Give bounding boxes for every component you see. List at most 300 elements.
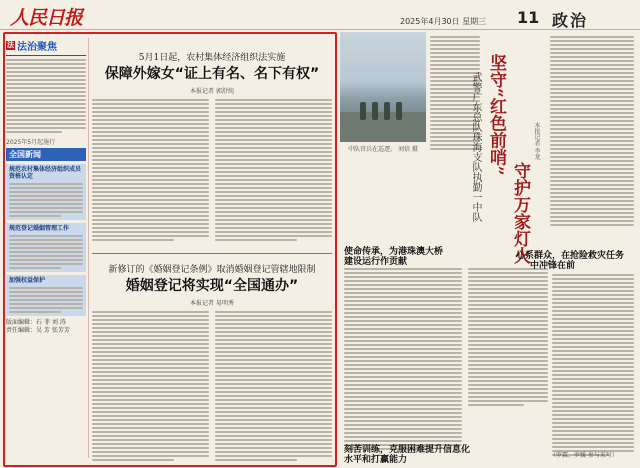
- text-line: [9, 299, 83, 301]
- text-line: [552, 346, 634, 348]
- text-line: [215, 203, 332, 205]
- text-line: [468, 288, 548, 290]
- text-line: [9, 307, 83, 309]
- text-line: [550, 180, 634, 182]
- text-line: [6, 91, 86, 93]
- text-line: [92, 343, 209, 345]
- page-number: 11: [517, 8, 540, 27]
- text-line: [92, 319, 209, 321]
- text-line: [215, 207, 332, 209]
- text-line: [550, 216, 634, 218]
- neighbour-article: [340, 32, 636, 468]
- text-line: [6, 127, 86, 129]
- text-line: [9, 211, 83, 213]
- text-line: [468, 332, 548, 334]
- text-line: [215, 359, 332, 361]
- text-line: [92, 375, 209, 377]
- text-line: [9, 191, 83, 193]
- text-line: [468, 372, 548, 374]
- text-line: [550, 128, 634, 130]
- text-line: [552, 314, 634, 316]
- text-line: [215, 443, 332, 445]
- text-line: [215, 455, 332, 457]
- text-line: [92, 407, 209, 409]
- text-line: [215, 215, 332, 217]
- sidebar-panel: [6, 275, 86, 316]
- section-tag: [6, 38, 86, 53]
- text-line: [550, 36, 634, 38]
- text-line: [344, 300, 462, 302]
- text-line: [215, 171, 332, 173]
- text-line: [215, 415, 332, 417]
- text-line: [92, 219, 209, 221]
- text-line: [215, 399, 332, 401]
- text-line: [550, 220, 634, 222]
- text-line: [9, 235, 83, 237]
- text-line: [552, 430, 634, 432]
- text-line: [552, 394, 634, 396]
- text-line: [468, 324, 548, 326]
- text-line: [468, 316, 548, 318]
- text-line: [552, 374, 634, 376]
- text-line: [552, 294, 634, 296]
- text-line: [6, 131, 62, 133]
- text-line: [9, 255, 83, 257]
- text-line: [344, 392, 462, 394]
- text-line: [215, 231, 332, 233]
- text-line: [550, 116, 634, 118]
- text-line: [344, 412, 462, 414]
- text-line: [9, 295, 83, 297]
- text-line: [215, 387, 332, 389]
- text-line: [552, 350, 634, 352]
- text-line: [550, 196, 634, 198]
- text-line: [9, 203, 83, 205]
- text-line: [92, 155, 209, 157]
- text-line: [92, 231, 209, 233]
- text-line: [552, 326, 634, 328]
- article-body: [92, 311, 332, 461]
- sidebar-panel: [6, 223, 86, 272]
- text-line: [344, 288, 462, 290]
- text-line: [550, 156, 634, 158]
- text-line: [468, 404, 524, 406]
- text-line: [468, 320, 548, 322]
- text-line: [9, 183, 83, 185]
- text-line: [552, 398, 634, 400]
- text-line: [430, 48, 480, 50]
- text-line: [6, 107, 86, 109]
- vertical-subtitle: 武警广东总队珠海支队执勤一中队: [470, 72, 481, 222]
- text-line: [550, 60, 634, 62]
- right-body-mid: [344, 268, 462, 450]
- text-line: [552, 422, 634, 424]
- text-line: [550, 56, 634, 58]
- text-line: [92, 131, 209, 133]
- text-line: [468, 280, 548, 282]
- text-line: [552, 446, 634, 448]
- text-line: [215, 403, 332, 405]
- text-line: [550, 112, 634, 114]
- text-line: [468, 336, 548, 338]
- text-line: [92, 119, 209, 121]
- text-line: [344, 316, 462, 318]
- text-line: [215, 135, 332, 137]
- text-line: [468, 384, 548, 386]
- text-line: [92, 355, 209, 357]
- text-line: [215, 123, 332, 125]
- text-line: [92, 367, 209, 369]
- text-line: [552, 426, 634, 428]
- text-line: [550, 76, 634, 78]
- text-line: [92, 239, 174, 241]
- text-line: [9, 303, 83, 305]
- text-line: [550, 136, 634, 138]
- text-line: [215, 351, 332, 353]
- text-line: [552, 438, 634, 440]
- text-line: [550, 108, 634, 110]
- text-line: [344, 328, 462, 330]
- text-line: [550, 200, 634, 202]
- text-line: [552, 378, 634, 380]
- issue-date: 2025年4月30日 星期三: [400, 17, 487, 26]
- text-line: [6, 87, 86, 89]
- text-line: [92, 399, 209, 401]
- text-line: [550, 68, 634, 70]
- text-line: [215, 347, 332, 349]
- text-line: [552, 330, 634, 332]
- text-line: [344, 400, 462, 402]
- text-line: [92, 391, 209, 393]
- text-line: [9, 251, 83, 253]
- text-line: [550, 100, 634, 102]
- text-line: [552, 390, 634, 392]
- text-line: [344, 360, 462, 362]
- text-line: [468, 396, 548, 398]
- text-line: [552, 418, 634, 420]
- text-line: [552, 386, 634, 388]
- text-line: [215, 335, 332, 337]
- text-line: [552, 366, 634, 368]
- sidebar-panel: [6, 164, 86, 220]
- text-line: [92, 199, 209, 201]
- text-line: [344, 268, 462, 270]
- subhead-1: 使命传承，为港珠澳大桥: [344, 247, 444, 257]
- text-line: [92, 151, 209, 153]
- text-line: [92, 147, 209, 149]
- text-line: [552, 370, 634, 372]
- text-line: [9, 195, 83, 197]
- text-line: [215, 223, 332, 225]
- text-line: [215, 311, 332, 313]
- text-line: [552, 322, 634, 324]
- text-line: [468, 272, 548, 274]
- text-line: [92, 311, 209, 313]
- text-line: [344, 380, 462, 382]
- text-line: [9, 187, 83, 189]
- text-line: [552, 334, 634, 336]
- text-line: [215, 195, 332, 197]
- vertical-headline-1: 坚守“红色前哨”: [486, 54, 506, 176]
- text-line: [215, 431, 332, 433]
- subhead-3: 心系群众，在抢险救灾任务: [516, 251, 625, 261]
- subhead-1b: 建设运行作贡献: [344, 257, 408, 267]
- text-line: [6, 123, 86, 125]
- text-line: [215, 319, 332, 321]
- text-line: [344, 420, 462, 422]
- text-line: [6, 119, 86, 121]
- text-line: [215, 211, 332, 213]
- text-line: [468, 360, 548, 362]
- text-line: [92, 347, 209, 349]
- text-line: [550, 64, 634, 66]
- text-line: [92, 443, 209, 445]
- masthead: [0, 0, 640, 30]
- text-line: [92, 327, 209, 329]
- text-line: [6, 95, 86, 97]
- text-line: [6, 75, 86, 77]
- text-line: [92, 235, 209, 237]
- text-line: [552, 286, 634, 288]
- text-line: [6, 67, 86, 69]
- text-line: [552, 406, 634, 408]
- text-line: [550, 172, 634, 174]
- text-line: [92, 139, 209, 141]
- signoff: （罗霖、罗媛 参与采写）: [550, 452, 618, 459]
- text-line: [468, 284, 548, 286]
- text-line: [550, 212, 634, 214]
- text-line: [9, 243, 83, 245]
- text-line: [92, 143, 209, 145]
- text-line: [344, 408, 462, 410]
- text-line: [344, 388, 462, 390]
- text-line: [92, 179, 209, 181]
- text-line: [92, 123, 209, 125]
- text-line: [9, 259, 83, 261]
- text-line: [215, 119, 332, 121]
- text-line: [215, 227, 332, 229]
- text-line: [468, 388, 548, 390]
- text-line: [468, 364, 548, 366]
- text-line: [215, 239, 297, 241]
- subhead-3b: 中冲锋在前: [530, 261, 576, 271]
- text-line: [344, 336, 462, 338]
- text-line: [92, 359, 209, 361]
- text-line: [550, 96, 634, 98]
- text-line: [550, 48, 634, 50]
- text-line: [468, 376, 548, 378]
- text-line: [468, 328, 548, 330]
- text-line: [215, 127, 332, 129]
- text-line: [552, 310, 634, 312]
- text-line: [6, 63, 86, 65]
- text-line: [215, 155, 332, 157]
- text-line: [344, 404, 462, 406]
- right-body-mid2: [468, 268, 548, 406]
- text-line: [6, 59, 86, 61]
- text-line: [215, 179, 332, 181]
- text-line: [550, 84, 634, 86]
- text-line: [92, 459, 174, 461]
- text-line: [215, 191, 332, 193]
- text-line: [9, 287, 83, 289]
- text-line: [9, 263, 83, 265]
- text-line: [430, 60, 480, 62]
- text-line: [215, 411, 332, 413]
- text-line: [215, 419, 332, 421]
- text-line: [552, 318, 634, 320]
- text-line: [215, 371, 332, 373]
- text-line: [344, 368, 462, 370]
- text-line: [552, 410, 634, 412]
- text-line: [92, 211, 209, 213]
- text-line: [92, 363, 209, 365]
- text-line: [9, 199, 83, 201]
- text-line: [215, 395, 332, 397]
- text-line: [92, 167, 209, 169]
- text-line: [550, 188, 634, 190]
- text-line: [468, 368, 548, 370]
- text-line: [6, 71, 86, 73]
- text-line: [468, 304, 548, 306]
- photo-credit: 刘信 摄: [398, 146, 418, 153]
- text-line: [430, 36, 480, 38]
- text-line: [344, 432, 462, 434]
- text-line: [92, 323, 209, 325]
- text-line: [215, 407, 332, 409]
- text-line: [550, 176, 634, 178]
- text-line: [550, 152, 634, 154]
- text-line: [92, 315, 209, 317]
- right-body-col: [550, 36, 634, 226]
- text-line: [215, 451, 332, 453]
- text-line: [344, 348, 462, 350]
- text-line: [215, 115, 332, 117]
- text-line: [92, 415, 209, 417]
- text-line: [215, 235, 332, 237]
- text-line: [215, 459, 297, 461]
- text-line: [344, 416, 462, 418]
- text-line: [550, 224, 634, 226]
- text-line: [215, 199, 332, 201]
- text-line: [215, 363, 332, 365]
- text-line: [92, 371, 209, 373]
- law-icon: 法: [7, 41, 14, 49]
- text-line: [92, 115, 209, 117]
- text-line: [550, 132, 634, 134]
- text-line: [215, 151, 332, 153]
- text-line: [550, 148, 634, 150]
- text-line: [92, 451, 209, 453]
- text-line: [92, 423, 209, 425]
- text-line: [430, 68, 480, 70]
- text-line: [468, 292, 548, 294]
- text-line: [215, 175, 332, 177]
- text-line: [430, 44, 480, 46]
- text-line: [550, 92, 634, 94]
- article-byline: 本报记者 易明秀: [190, 300, 234, 307]
- text-line: [215, 219, 332, 221]
- text-line: [552, 354, 634, 356]
- text-line: [9, 207, 83, 209]
- text-line: [552, 290, 634, 292]
- text-line: [9, 215, 61, 217]
- text-line: [92, 435, 209, 437]
- text-line: [215, 315, 332, 317]
- text-line: [215, 131, 332, 133]
- text-line: [468, 276, 548, 278]
- article-headline: 保障外嫁女“证上有名、名下有权”: [104, 66, 320, 82]
- text-line: [215, 343, 332, 345]
- tag-underline: [6, 55, 86, 56]
- text-line: [92, 191, 209, 193]
- text-line: [344, 324, 462, 326]
- text-line: [215, 139, 332, 141]
- text-line: [550, 124, 634, 126]
- text-line: [550, 160, 634, 162]
- text-line: [344, 304, 462, 306]
- text-line: [215, 187, 332, 189]
- text-line: [215, 331, 332, 333]
- text-line: [430, 56, 480, 58]
- text-line: [6, 115, 86, 117]
- text-line: [552, 434, 634, 436]
- panel-title: 规范登记婚姻管理工作: [9, 224, 70, 232]
- right-body-bottom: [552, 274, 634, 456]
- text-line: [468, 380, 548, 382]
- text-line: [468, 340, 548, 342]
- panel-title: 加强权益保护: [9, 276, 46, 284]
- text-line: [550, 104, 634, 106]
- text-line: [552, 402, 634, 404]
- text-line: [215, 107, 332, 109]
- text-line: [344, 396, 462, 398]
- text-line: [552, 382, 634, 384]
- text-line: [550, 44, 634, 46]
- text-line: [6, 103, 86, 105]
- text-line: [344, 384, 462, 386]
- text-line: [468, 300, 548, 302]
- article-marriage-registration: [92, 262, 332, 461]
- text-line: [344, 376, 462, 378]
- sidebar-dateline: 2025年5月起施行: [6, 139, 56, 146]
- photo-caption: [340, 144, 426, 153]
- text-line: [344, 436, 462, 438]
- text-line: [550, 52, 634, 54]
- text-line: [344, 320, 462, 322]
- text-line: [215, 435, 332, 437]
- text-line: [344, 364, 462, 366]
- text-line: [430, 40, 480, 42]
- text-line: [344, 356, 462, 358]
- text-line: [550, 164, 634, 166]
- sidebar-intro-text: [6, 59, 86, 133]
- text-line: [215, 375, 332, 377]
- text-line: [215, 383, 332, 385]
- text-line: [550, 120, 634, 122]
- text-line: [92, 455, 209, 457]
- text-line: [550, 168, 634, 170]
- text-line: [92, 103, 209, 105]
- text-line: [344, 344, 462, 346]
- text-line: [468, 344, 548, 346]
- article-kicker: 5月1日起，农村集体经济组织法实施: [138, 53, 286, 63]
- text-line: [552, 298, 634, 300]
- text-line: [468, 356, 548, 358]
- text-line: [550, 144, 634, 146]
- text-line: [344, 424, 462, 426]
- text-line: [552, 274, 634, 276]
